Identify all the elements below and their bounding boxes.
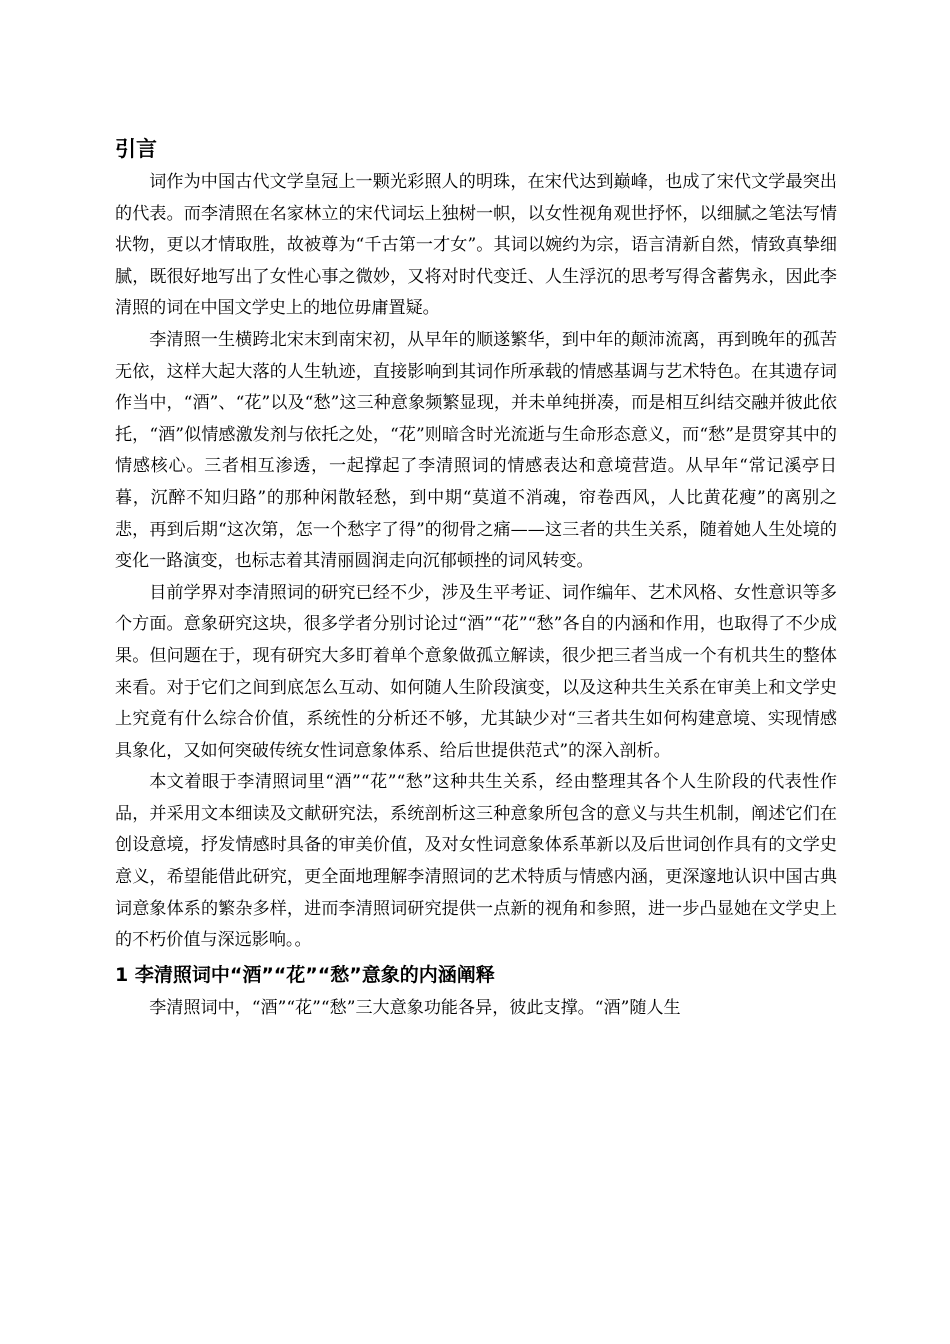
intro-paragraph-3: 目前学界对李清照词的研究已经不少，涉及生平考证、词作编年、艺术风格、女性意识等多个方面。意象研究这块，很多学者分别讨论过“酒”“花”“愁”各自的内涵和作用，也取得了不少成果。但问题在于，现有研究大多盯着单个意象做孤立解读，很少把三者当成一个有机共生的整体来看。对于它们之间到底怎么互动、如何随人生阶段演变，以及这种共生关系在审美上和文学史上究竟有什么综合价值，系统性的分析还不够，尤其缺少对“三者共生如何构建意境、实现情感具象化，又如何突破传统女性词意象体系、给后世提供范式”的深入剖析。 <box>115 582 837 761</box>
section-1-heading: 1 李清照词中“酒”“花”“愁”意象的内涵阐释 <box>115 963 495 986</box>
intro-paragraph-4: 本文着眼于李清照词里“酒”“花”“愁”这种共生关系，经由整理其各个人生阶段的代表性作品，并采用文本细读及文献研究法，系统剖析这三种意象所包含的意义与共生机制，阐述它们在创设意境，抒发情感时具备的审美价值，及对女性词意象体系革新以及后世词创作具有的文学史意义，希望能借此研究，更全面地理解李清照词的艺术特质与情感内涵，更深邃地认识中国古典词意象体系的繁杂多样，进而李清照词研究提供一点新的视角和参照，进一步凸显她在文学史上的不朽价值与深远影响。。 <box>115 772 837 951</box>
intro-heading: 引言 <box>115 137 157 161</box>
page-content <box>115 131 837 1024</box>
intro-paragraph-1: 词作为中国古代文学皇冠上一颗光彩照人的明珠，在宋代达到巅峰，也成了宋代文学最突出的代表。而李清照在名家林立的宋代词坛上独树一帜，以女性视角观世抒怀，以细腻之笔法写情状物，更以才情取胜，故被尊为“千古第一才女”。其词以婉约为宗，语言清新自然，情致真挚细腻，既很好地写出了女性心事之微妙，又将对时代变迁、人生浮沉的思考写得含蓄隽永，因此李清照的词在中国文学史上的地位毋庸置疑。 <box>115 172 837 319</box>
intro-paragraph-2: 李清照一生横跨北宋末到南宋初，从早年的顺遂繁华，到中年的颠沛流离，再到晚年的孤苦无依，这样大起大落的人生轨迹，直接影响到其词作所承载的情感基调与艺术特色。在其遗存词作当中，“酒”、“花”以及“愁”这三种意象频繁显现，并未单纯拼凑，而是相互纠结交融并彼此依托，“酒”似情感激发剂与依托之处，“花”则暗含时光流逝与生命形态意义，而“愁”是贯穿其中的情感核心。三者相互渗透，一起撑起了李清照词的情感表达和意境营造。从早年“常记溪亭日暮，沉醉不知归路”的那种闲散轻愁，到中期“莫道不消魂，帘卷西风，人比黄花瘦”的离别之悲，再到后期“这次第，怎一个愁字了得”的彻骨之痛——这三者的共生关系，随着她人生处境的变化一路演变，也标志着其清丽圆润走向沉郁顿挫的词风转变。 <box>115 329 837 572</box>
section-1-paragraph-1: 李清照词中，“酒”“花”“愁”三大意象功能各异，彼此支撑。“酒”随人生 <box>149 997 681 1018</box>
